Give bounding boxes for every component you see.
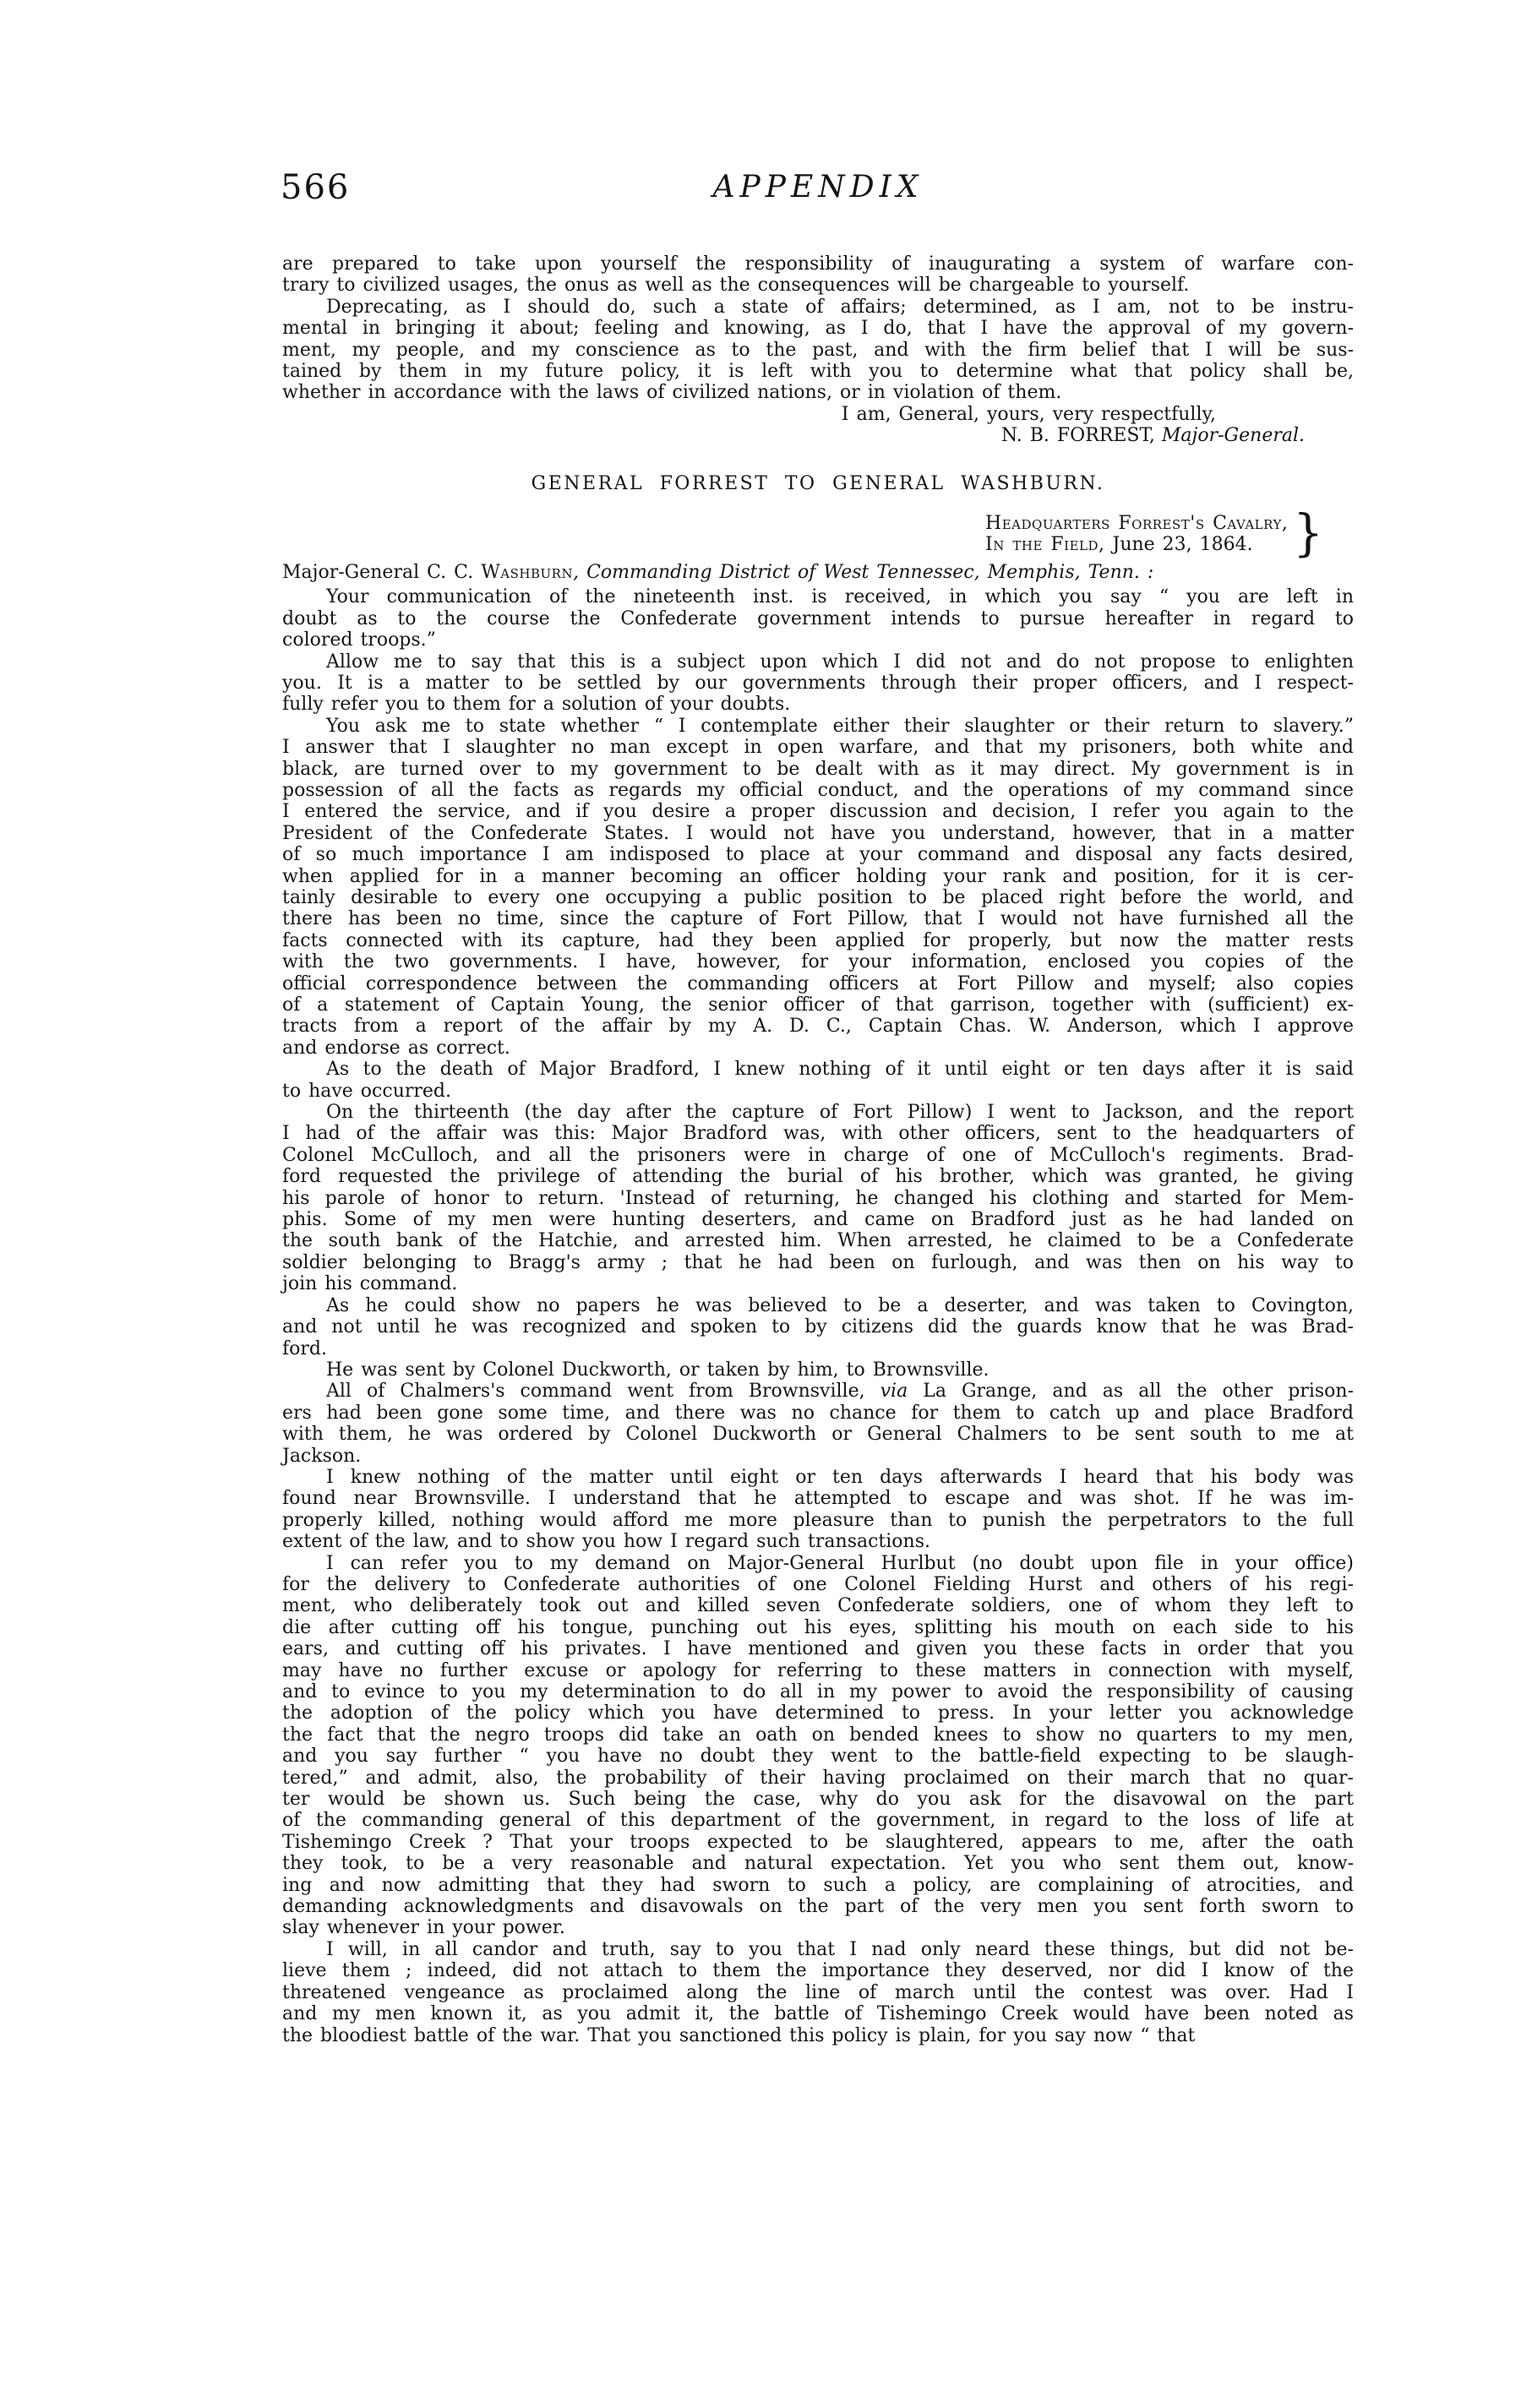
text-line: ment, who deliberately took out and killed seven Confederate soldiers, one of whom they left to: [282, 1595, 1354, 1617]
text-line: slay whenever in your power.: [282, 1917, 565, 1939]
text-line: of so much importance I am indisposed to place at your command and disposal any facts desired,: [282, 844, 1354, 866]
text-line: found near Brownsville. I understand that he attempted to escape and was shot. If he was im-: [282, 1488, 1354, 1510]
text-line: ers had been gone some time, and there was no chance for them to catch up and place Bradford: [282, 1402, 1354, 1424]
dateline-lines: [985, 513, 1288, 556]
text-line: and not until he was recognized and spoken to by citizens did the guards know that he was Brad-: [282, 1316, 1354, 1338]
text-line: I knew nothing of the matter until eight or ten days afterwards I heard that his body was: [326, 1466, 1354, 1488]
dateline-date: June 23, 1864.: [1104, 534, 1253, 556]
text-line: soldier belonging to Bragg's army ; that he had been on furlough, and was then on his way to: [282, 1251, 1354, 1273]
text-line: Deprecating, as I should do, such a state of affairs; determined, as I am, not to be instru-: [326, 296, 1354, 318]
text-line: As to the death of Major Bradford, I knew nothing of it until eight or ten days after it is said: [326, 1059, 1354, 1081]
text-line: official correspondence between the commanding officers at Fort Pillow and myself; also copies: [282, 972, 1354, 994]
text-line: they took, to be a very reasonable and natural expectation. Yet you who sent them out, know-: [282, 1853, 1354, 1875]
text-line: and my men known it, as you admit it, the battle of Tishemingo Creek would have been noted as: [282, 2003, 1354, 2025]
text-line: I will, in all candor and truth, say to you that I nad only neard these things, but did not be-: [326, 1938, 1354, 1960]
previous-letter-continuation: [282, 253, 1354, 404]
text-line: ter would be shown us. Such being the case, why do you ask for the disavowal on the part: [282, 1789, 1354, 1811]
running-header: [282, 167, 1354, 211]
signature-line: [282, 425, 1354, 446]
text-line: tained by them in my future policy, it is left with you to determine what that policy shall be,: [282, 361, 1354, 383]
paragraph: [282, 651, 1354, 716]
paragraph: [282, 1553, 1354, 1939]
text-line: doubt as to the course the Confederate government intends to pursue hereafter in regard to: [282, 607, 1354, 629]
text-line: there has been no time, since the capture of Fort Pillow, that I would not have furnished all the: [282, 908, 1354, 930]
text-line: demanding acknowledgments and disavowals on the part of the very men you sent forth sworn to: [282, 1896, 1354, 1918]
text-line: with them, he was ordered by Colonel Duckworth or General Chalmers to be sent south to me at: [282, 1424, 1354, 1446]
text-line: I can refer you to my demand on Major-General Hurlbut (no doubt upon file in your office): [326, 1552, 1354, 1574]
page-number: 566: [281, 168, 351, 207]
signature-title: Major-General.: [1161, 425, 1305, 447]
dateline-place-date: [985, 534, 1288, 555]
dateline-brace-glyph: }: [1293, 504, 1323, 564]
text-line: for the delivery to Confederate authorities of one Colonel Fielding Hurst and others of his regi-: [282, 1573, 1354, 1595]
valediction-line: [282, 404, 1354, 425]
running-head-title: APPENDIX: [712, 170, 924, 204]
paragraph: [282, 1102, 1354, 1295]
paragraph: [282, 586, 1354, 651]
text-line: ford.: [282, 1337, 327, 1359]
text-line: tered,” and admit, also, the probability of their having proclaimed on their march that no quar-: [282, 1767, 1354, 1789]
text-line: tracts from a report of the affair by my A. D. C., Captain Chas. W. Anderson, which I approve: [282, 1016, 1354, 1038]
text-line: tainly desirable to every one occupying a public position to be placed right before the world, and: [282, 886, 1354, 908]
text-line: the south bank of the Hatchie, and arrested him. When arrested, he claimed to be a Confederate: [282, 1230, 1354, 1252]
text-line: his parole of honor to return. 'Instead of returning, he changed his clothing and started for Mem-: [282, 1187, 1354, 1209]
paragraph: [282, 1381, 1354, 1467]
text-line: join his command.: [282, 1273, 458, 1295]
text-line: President of the Confederate States. I would not have you understand, however, that in a matter: [282, 822, 1354, 844]
text-line: when applied for in a manner becoming an officer holding your rank and position, for it is cer-: [282, 865, 1354, 887]
text-line: Tishemingo Creek ? That your troops expected to be slaughtered, appears to me, after the oath: [282, 1831, 1354, 1853]
salutation-rank: Major-General C. C.: [282, 561, 482, 583]
text-line: die after cutting off his tongue, punching out his eyes, splitting his mouth on each side to his: [282, 1616, 1354, 1638]
salutation-line: [282, 562, 1354, 583]
text-line: phis. Some of my men were hunting deserters, and came on Bradford just as he had landed on: [282, 1209, 1354, 1231]
text-line: of a statement of Captain Young, the senior officer of that garrison, together with (sufficient) ex-: [282, 994, 1354, 1016]
signature-name: N. B. FORREST,: [1000, 425, 1155, 447]
text-line: the adoption of the policy which you have determined to press. In your letter you acknowledge: [282, 1702, 1354, 1724]
valediction-text: I am, General, yours, very respectfully,: [841, 403, 1216, 425]
text-line: the bloodiest battle of the war. That you sanctioned this policy is plain, for you say now “ that: [282, 2024, 1196, 2046]
text-line: you. It is a matter to be settled by our governments through their proper officers, and I respect-: [282, 672, 1354, 694]
paragraph: [282, 1059, 1354, 1102]
paragraph: [282, 1467, 1354, 1553]
text-column: [282, 167, 1354, 2046]
salutation-address: , Commanding District of West Tennessec, Memphis, Tenn. :: [573, 561, 1154, 583]
text-line: Jackson.: [282, 1445, 362, 1467]
text-line: I entered the service, and if you desire a proper discussion and decision, I refer you again to the: [282, 801, 1354, 823]
text-line: threatened vengeance as proclaimed along the line of march until the contest was over. Had I: [282, 1981, 1354, 2003]
text-line: Allow me to say that this is a subject upon which I did not and do not propose to enlighten: [326, 651, 1354, 673]
text-line: On the thirteenth (the day after the capture of Fort Pillow) I went to Jackson, and the report: [326, 1102, 1354, 1124]
paragraph: [282, 716, 1354, 1060]
text-line: possession of all the facts as regards my official conduct, and the operations of my command since: [282, 779, 1354, 801]
dateline: [282, 504, 1354, 564]
letter-body: [282, 586, 1354, 2046]
text-line: colored troops.”: [282, 629, 436, 651]
text-line: I answer that I slaughter no man except in open warfare, and that my prisoners, both white and: [282, 737, 1354, 759]
text-line: mental in bringing it about; feeling and knowing, as I do, that I have the approval of my govern-: [282, 318, 1354, 340]
text-line: and you say further “ you have no doubt they went to the battle-field expecting to be slaugh-: [282, 1746, 1354, 1768]
text-line: He was sent by Colonel Duckworth, or taken by him, to Brownsville.: [326, 1359, 989, 1381]
text-line: whether in accordance with the laws of civilized nations, or in violation of them.: [282, 382, 1062, 404]
text-line: ment, my people, and my conscience as to the past, and with the firm belief that I will be sus-: [282, 339, 1354, 361]
text-line: extent of the law, and to show you how I regard such transactions.: [282, 1531, 930, 1553]
paragraph: [282, 1939, 1354, 2046]
text-line: and endorse as correct.: [282, 1037, 510, 1059]
text-line: ing and now admitting that they had sworn to such a policy, are complaining of atrocities, and: [282, 1874, 1354, 1896]
text-line: lieve them ; indeed, did not attach to them the importance they deserved, nor did I know of the: [282, 1960, 1354, 1982]
paragraph: [282, 297, 1354, 404]
text-line: with the two governments. I have, however, for your information, enclosed you copies of the: [282, 951, 1354, 973]
text-line: properly killed, nothing would afford me more pleasure than to punish the perpetrators to the full: [282, 1509, 1354, 1531]
paragraph: [282, 1359, 1354, 1381]
text-line: fully refer you to them for a solution of your doubts.: [282, 694, 791, 716]
text-line: and to evince to you my determination to do all in my power to avoid the responsibility of causing: [282, 1681, 1354, 1702]
text-line: Your communication of the nineteenth inst. is received, in which you say “ you are left in: [326, 586, 1354, 608]
text-line: of the commanding general of this department of the government, in regard to the loss of life at: [282, 1810, 1354, 1832]
text-line: Colonel McCulloch, and all the prisoners were in charge of one of McCulloch's regiments. Brad-: [282, 1144, 1354, 1166]
text-line: trary to civilized usages, the onus as well as the consequences will be chargeable to yourself.: [282, 275, 1190, 297]
dateline-place: In the Field,: [985, 534, 1105, 556]
text-line: are prepared to take upon yourself the responsibility of inaugurating a system of warfare con-: [282, 253, 1354, 275]
text-line: facts connected with its capture, had they been applied for properly, but now the matter rests: [282, 929, 1354, 951]
text-line: ears, and cutting off his privates. I have mentioned and given you these facts in order that you: [282, 1638, 1354, 1660]
text-line: I had of the affair was this: Major Bradford was, with other officers, sent to the headquarters of: [282, 1123, 1354, 1145]
text-line: All of Chalmers's command went from Brownsville, via La Grange, and as all the other prison-: [326, 1381, 1355, 1403]
section-heading: GENERAL FORREST TO GENERAL WASHBURN.: [531, 472, 1105, 494]
text-line: may have no further excuse or apology for referring to these matters in connection with myself,: [282, 1659, 1354, 1681]
text-line: ford requested the privilege of attending the burial of his brother, which was granted, he giving: [282, 1166, 1354, 1188]
paragraph: [282, 253, 1354, 297]
paragraph: [282, 1295, 1354, 1359]
text-line: black, are turned over to my government to be dealt with as it may direct. My government is in: [282, 758, 1354, 780]
salutation-name: Washburn: [481, 561, 574, 583]
text-line: to have occurred.: [282, 1080, 451, 1102]
text-line: You ask me to state whether “ I contemplate either their slaughter or their return to slavery.”: [326, 715, 1354, 737]
text-line: As he could show no papers he was believed to be a deserter, and was taken to Covington,: [326, 1294, 1354, 1316]
text-line: the fact that the negro troops did take an oath on bended knees to show no quarters to my men,: [282, 1724, 1354, 1746]
dateline-headquarters: Headquarters Forrest's Cavalry,: [985, 513, 1289, 535]
